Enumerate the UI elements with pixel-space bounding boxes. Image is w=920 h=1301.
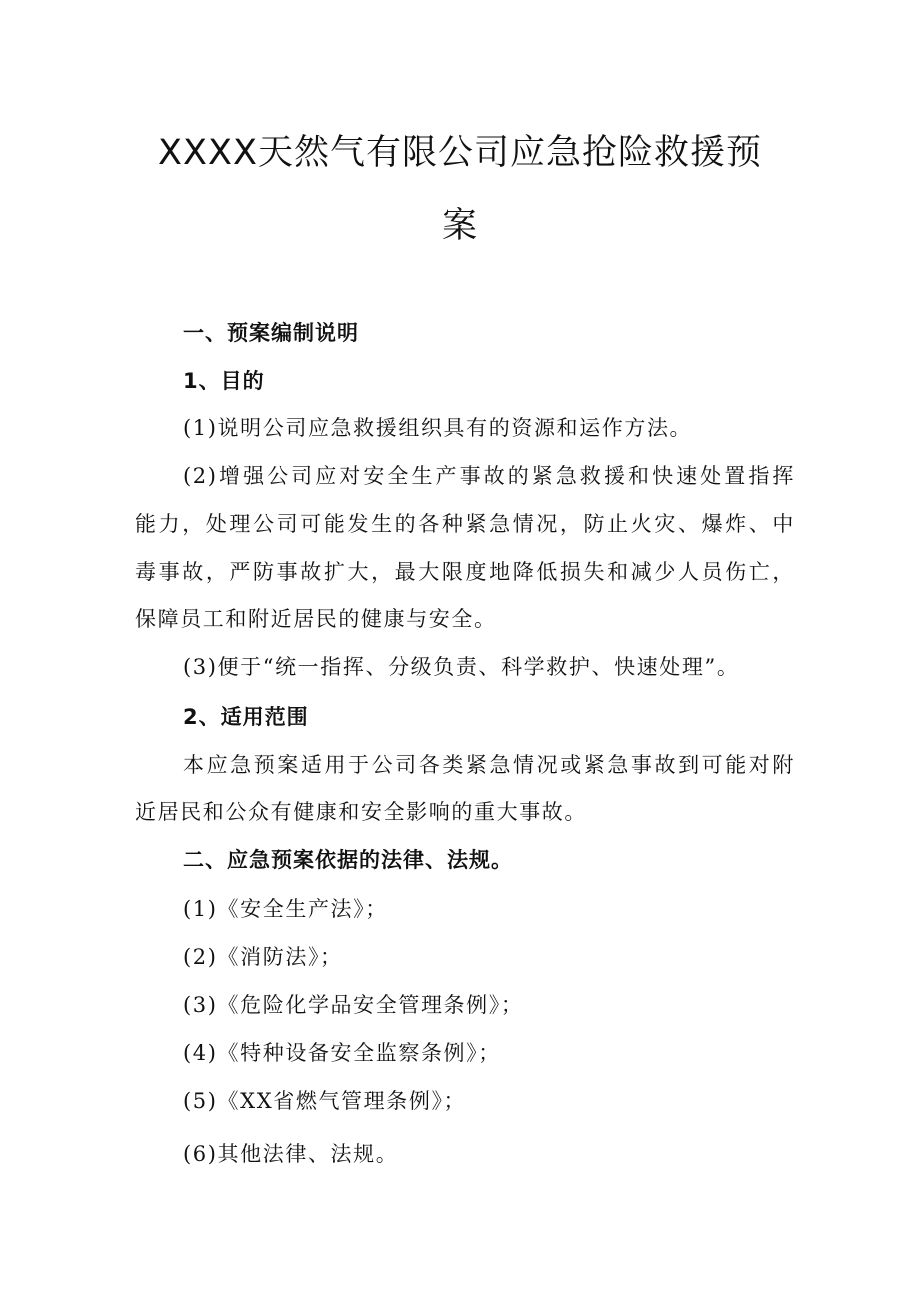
law-item: (1)《安全生产法》； [183,897,388,921]
purpose-item-2-line-2: 能力，处理公司可能发生的各种紧急情况，防止火灾、爆炸、中 [135,512,795,536]
law-item: (3)《危险化学品安全管理条例》； [183,993,524,1017]
purpose-heading: 1、目的 [183,369,265,393]
purpose-item-3: (3)便于“统一指挥、分级负责、科学救护、快速处理”。 [183,655,740,679]
section-2-heading: 二、应急预案依据的法律、法规。 [183,848,513,872]
purpose-item-2-line-1: (2)增强公司应对安全生产事故的紧急救援和快速处置指挥 [183,464,795,488]
purpose-item-2-line-4: 保障员工和附近居民的健康与安全。 [135,607,497,631]
law-item: (5)《XX省燃气管理条例》； [183,1089,467,1113]
scope-paragraph-line-2: 近居民和公众有健康和安全影响的重大事故。 [135,800,587,824]
document-title-line-2: 案 [441,206,478,246]
purpose-item-1: (1)说明公司应急救援组织具有的资源和运作方法。 [183,416,693,440]
section-1-heading: 一、预案编制说明 [183,321,359,345]
law-item: (4)《特种设备安全监察条例》； [183,1041,501,1065]
scope-paragraph-line-1: 本应急预案适用于公司各类紧急情况或紧急事故到可能对附 [183,753,795,777]
law-item: (6)其他法律、法规。 [183,1142,399,1166]
scope-heading: 2、适用范围 [183,705,309,729]
law-item: (2)《消防法》； [183,945,343,969]
purpose-item-2-line-3: 毒事故，严防事故扩大，最大限度地降低损失和减少人员伤亡， [135,560,795,584]
document-title-line-1: XXXX天然气有限公司应急抢险救援预 [158,133,762,173]
